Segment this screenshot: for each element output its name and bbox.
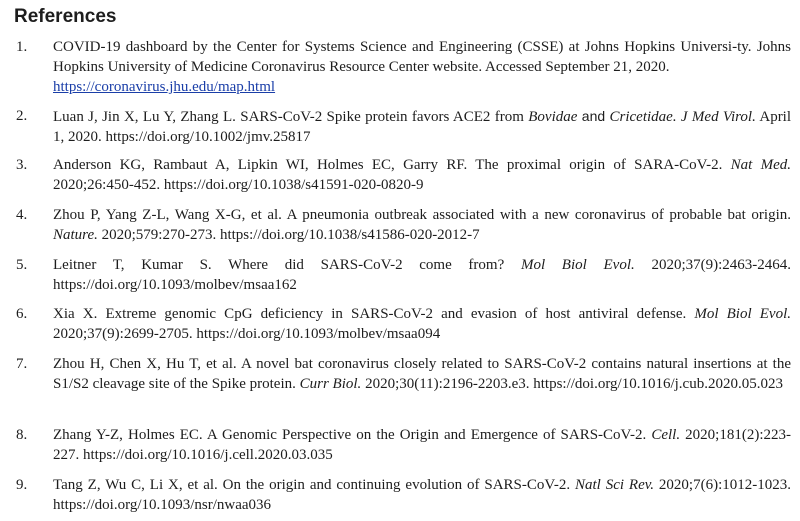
reference-details: 2020;37(9):2463-2464. https://doi.org/10.1093/molbev/msaa162 (53, 257, 792, 293)
reference-item-2 (16, 106, 791, 147)
reference-journal: Curr Biol. (299, 376, 362, 392)
reference-details: 2020;30(11):2196-2203.e3. https://doi.org/10.1016/j.cub.2020.05.023 (365, 376, 783, 392)
reference-citation: Xia X. Extreme genomic CpG deficiency in SARS-CoV-2 and evasion of host antiviral defense. (53, 306, 687, 322)
reference-text (53, 425, 791, 465)
reference-number: 8. (16, 427, 28, 443)
reference-journal: Nat Med. (730, 157, 791, 173)
reference-text (53, 475, 791, 515)
reference-citation: Zhang Y-Z, Holmes EC. A Genomic Perspective on the Origin and Emergence of SARS-CoV-2. (53, 427, 647, 443)
reference-journal: Mol Biol Evol. (520, 257, 635, 273)
reference-text (53, 354, 791, 394)
reference-details: 2020;579:270-273. https://doi.org/10.1038/s41586-020-2012-7 (101, 227, 480, 243)
reference-item-6 (16, 304, 791, 344)
reference-item-1 (16, 37, 791, 97)
reference-item-9 (16, 475, 791, 515)
reference-number: 4. (16, 207, 28, 223)
reference-details: April 1, 2020. https://doi.org/10.1002/jmv.25817 (53, 109, 792, 145)
reference-citation: Anderson KG, Rambaut A, Lipkin WI, Holmes EC, Garry RF. The proximal origin of SARA-CoV-2. (53, 157, 723, 173)
reference-text (53, 106, 791, 147)
reference-text (53, 205, 791, 245)
reference-conjunction: and (581, 108, 606, 124)
reference-citation: Zhou H, Chen X, Hu T, et al. A novel bat coronavirus closely related to SARS-CoV-2 contains natural insertions at the S1/S2 cleavage site of the Spike protein. (53, 356, 791, 392)
reference-journal: Natl Sci Rev. (574, 477, 655, 493)
reference-number: 1. (16, 39, 28, 55)
reference-details: 2020;181(2):223-227. https://doi.org/10.1016/j.cell.2020.03.035 (53, 427, 791, 463)
reference-item-7 (16, 354, 791, 394)
reference-italic-term: Bovidae (528, 109, 578, 125)
reference-text (53, 304, 791, 344)
reference-number: 9. (16, 477, 28, 493)
reference-item-5 (16, 255, 791, 295)
reference-citation: COVID-19 dashboard by the Center for Systems Science and Engineering (CSSE) at Johns Hopkins Universi-ty. Johns Hopkins University of Medicine Coronavirus Resource Center website. Accessed September 21, 2020. (53, 39, 791, 75)
reference-item-3 (16, 155, 791, 195)
reference-text (53, 255, 791, 295)
reference-link[interactable]: https://coronavirus.jhu.edu/map.html (53, 79, 276, 95)
reference-citation: Zhou P, Yang Z-L, Wang X-G, et al. A pneumonia outbreak associated with a new coronavirus of probable bat origin. (53, 207, 791, 223)
reference-journal: Mol Biol Evol. (694, 306, 791, 322)
reference-number: 7. (16, 356, 28, 372)
reference-item-8 (16, 425, 791, 465)
reference-journal: Cell. (651, 427, 681, 443)
reference-number: 6. (16, 306, 28, 322)
reference-citation: Luan J, Jin X, Lu Y, Zhang L. SARS-CoV-2 Spike protein favors ACE2 from (53, 109, 524, 125)
reference-text (53, 37, 791, 97)
reference-details: 2020;37(9):2699-2705. https://doi.org/10.1093/molbev/msaa094 (53, 326, 441, 342)
reference-item-4 (16, 205, 791, 245)
reference-details: 2020;7(6):1012-1023. https://doi.org/10.1093/nsr/nwaa036 (53, 477, 791, 513)
reference-number: 5. (16, 257, 28, 273)
reference-details: 2020;26:450-452. https://doi.org/10.1038/s41591-020-0820-9 (53, 177, 424, 193)
reference-citation: Tang Z, Wu C, Li X, et al. On the origin and continuing evolution of SARS-CoV-2. (53, 477, 571, 493)
reference-journal: Nature. (53, 227, 98, 243)
reference-text (53, 155, 791, 195)
reference-number: 2. (16, 108, 28, 124)
reference-journal: Cricetidae. J Med Virol. (609, 109, 756, 125)
reference-number: 3. (16, 157, 28, 173)
references-heading: References (14, 6, 117, 27)
reference-citation: Leitner T, Kumar S. Where did SARS-CoV-2 come from? (53, 257, 505, 273)
